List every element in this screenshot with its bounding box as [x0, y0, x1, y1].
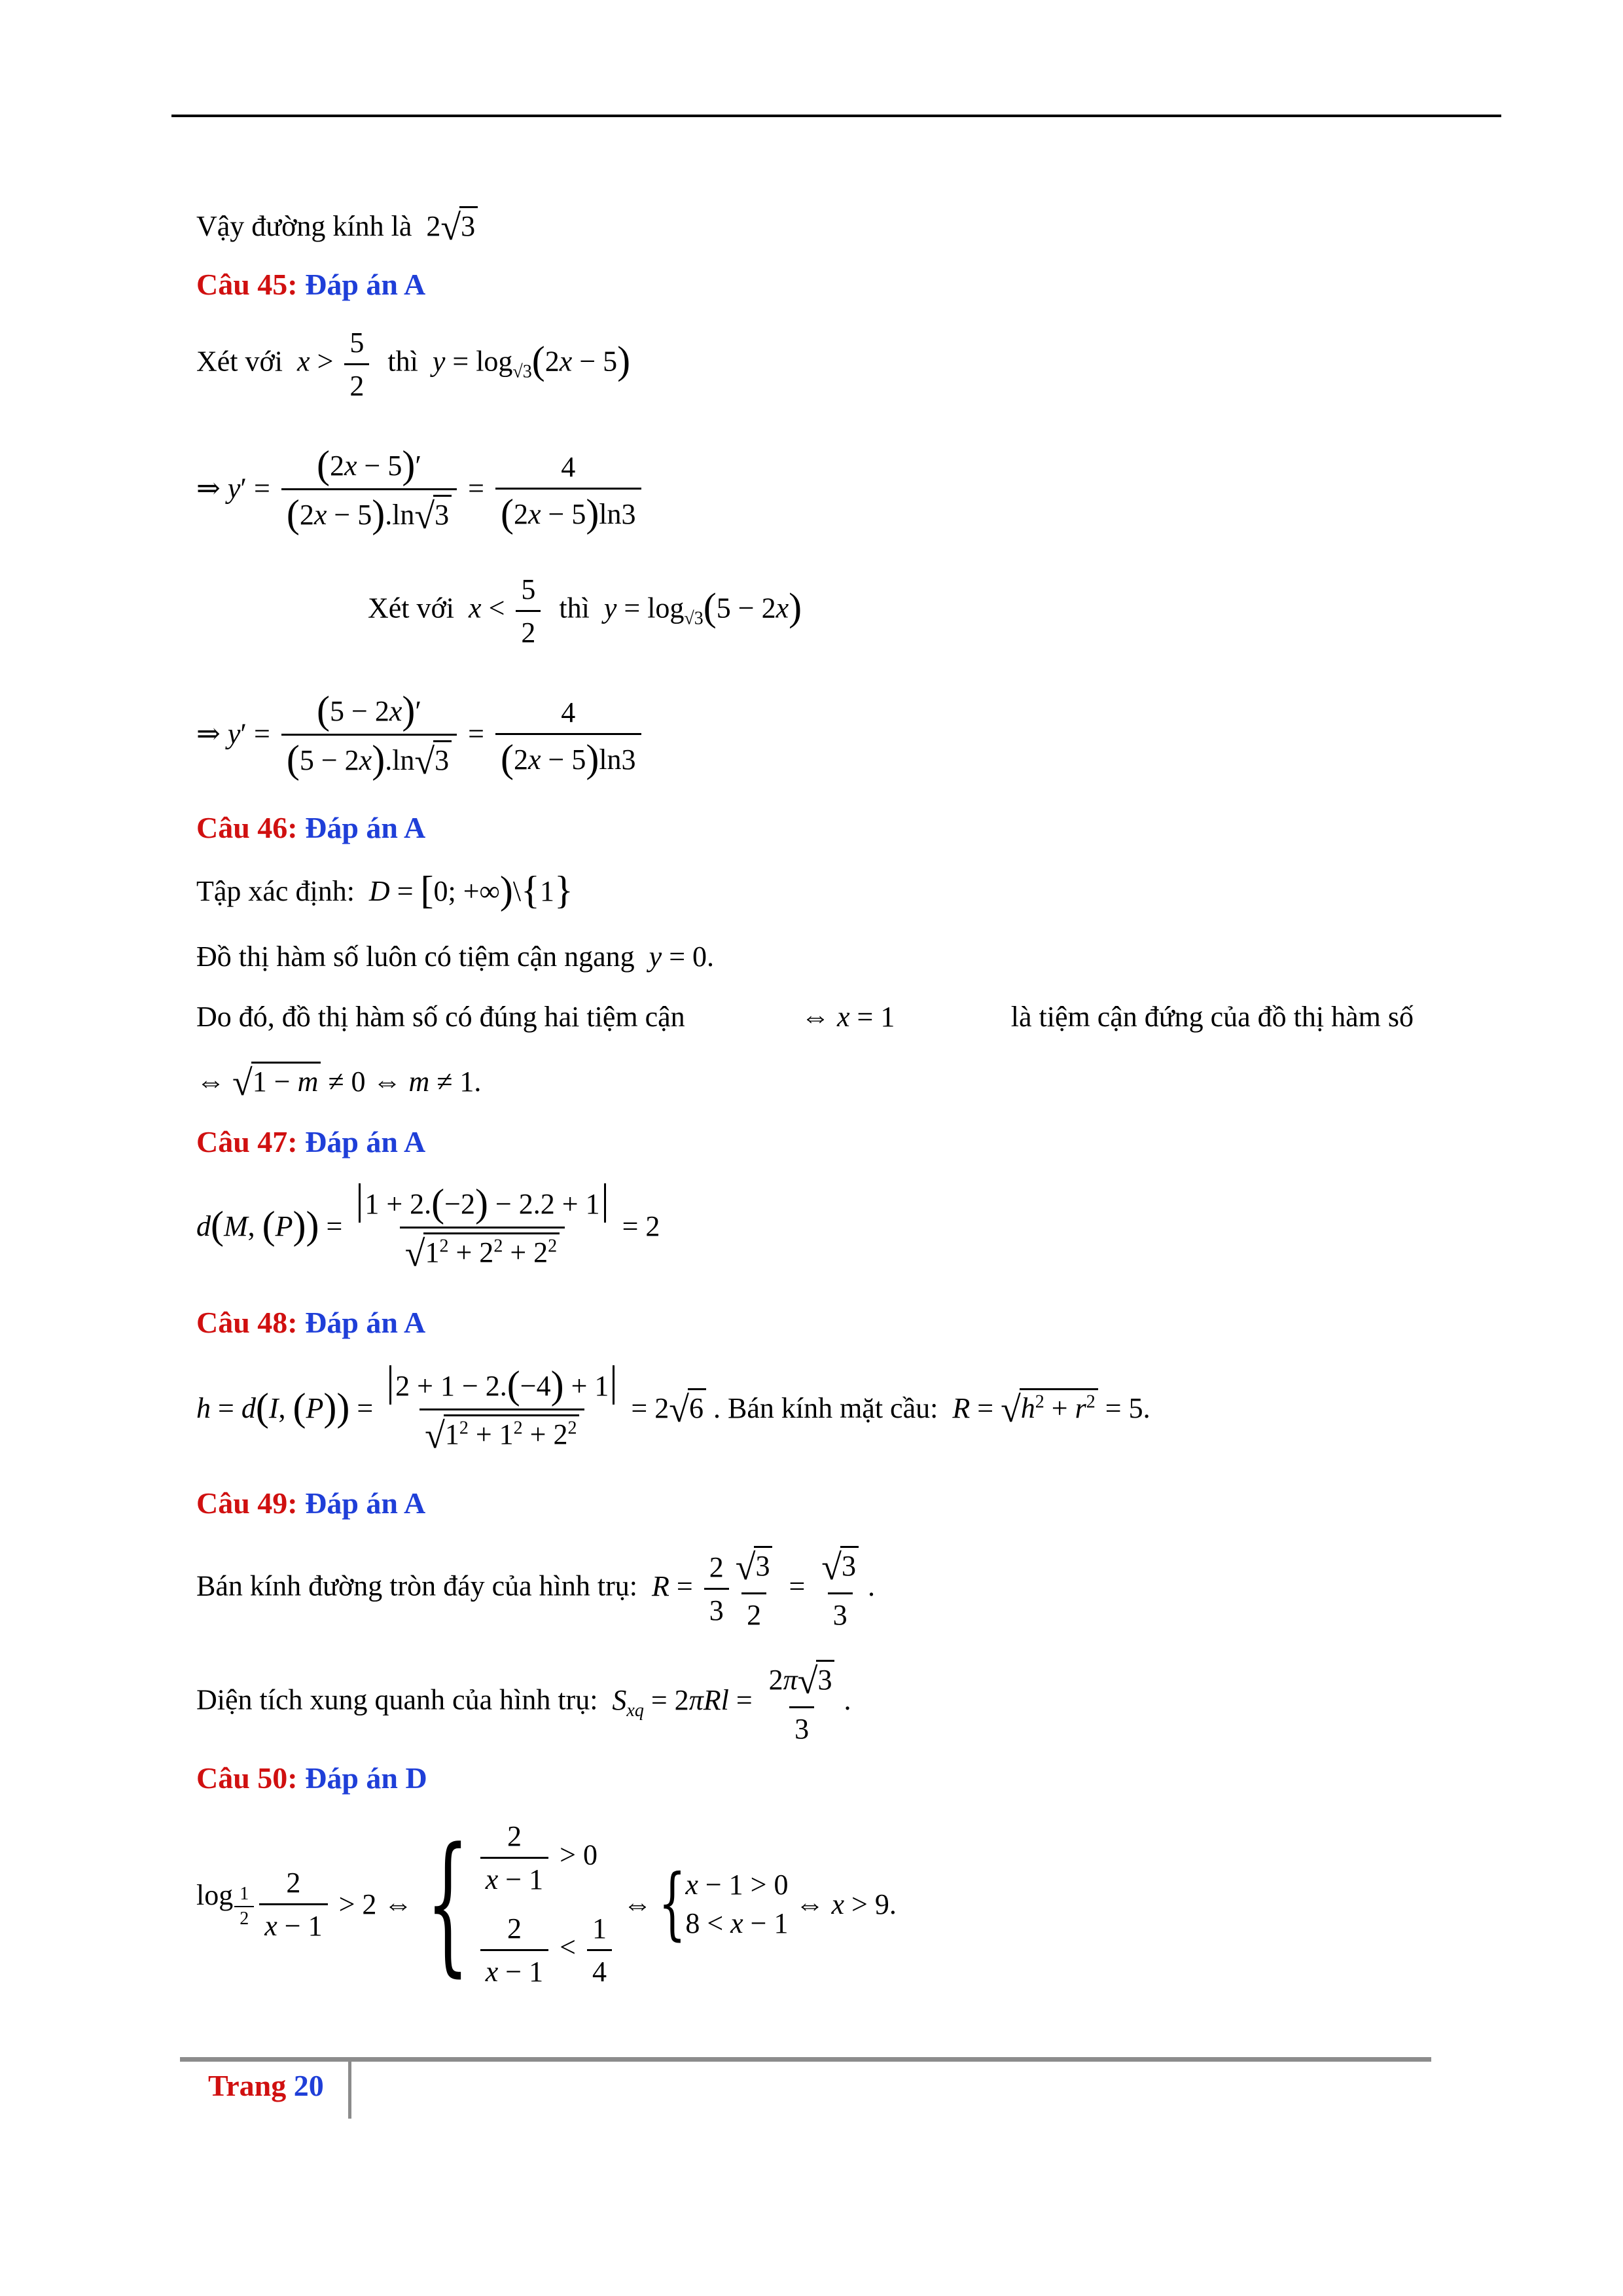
q46-conclusion-b: ⇔ x = 1 — [801, 1001, 895, 1033]
q50-answer: Đáp án D — [305, 1761, 427, 1795]
page-footer — [208, 2068, 324, 2103]
q45-derivative-1: ⇒ y′ = $\frac{(2x - 5)'}{(2x - 5).\ln√3}$ = $\frac{4}{(2x - 5)\ln 3}$ — [196, 445, 645, 537]
q49-radius-math: R = $\frac{2}{3}$ $\frac{√3}{2}$ = $\frac{√3}{3}$ . — [652, 1547, 876, 1631]
q46-conclusion-line — [196, 1000, 1414, 1033]
q49-area-math: $S_{xq} = 2\pi Rl$ = $\frac{2\pi√3}{3}$ . — [612, 1661, 851, 1745]
q49-heading — [196, 1486, 425, 1520]
q46-conclusion-c: là tiệm cận đứng của đồ thị hàm số — [1010, 1001, 1414, 1033]
q45-answer: Đáp án A — [305, 268, 426, 301]
page-number: 20 — [293, 2069, 324, 2102]
q46-domain-line — [196, 870, 573, 910]
q49-number: Câu 49: — [196, 1486, 298, 1520]
q48-answer: Đáp án A — [305, 1306, 426, 1339]
intro-text: Vậy đường kính là — [196, 210, 412, 242]
q47-distance-formula: d(M, (P)) = $\frac{1 + 2.(-2) - 2.2 + 1}{√1^2 + 2^2 + 2^2}$ = 2 — [196, 1181, 660, 1274]
q46-domain-text: Tập xác định: — [196, 875, 355, 907]
footer-rule — [180, 2057, 1431, 2062]
q45-case1: Xét với x > $\frac{5}{2}$ thì $y = \log_{√3}(2x - 5)$ — [196, 327, 631, 402]
q48-radius-formula: $R = √h^2 + r^2 = 5$. — [952, 1390, 1150, 1431]
q46-asymptote-text: Đồ thị hàm số luôn có tiệm cận ngang — [196, 941, 635, 973]
footer-label: Trang — [208, 2069, 287, 2102]
intro-line — [196, 206, 478, 249]
q46-domain-math: D = [0; +∞)\{1} — [368, 869, 573, 912]
q46-answer: Đáp án A — [305, 811, 426, 844]
q49-radius-text: Bán kính đường tròn đáy của hình trụ: — [196, 1570, 638, 1602]
q47-answer: Đáp án A — [305, 1125, 426, 1158]
q48-number: Câu 48: — [196, 1306, 298, 1339]
q46-conclusion-a: Do đó, đồ thị hàm số có đúng hai tiệm cận — [196, 1001, 685, 1033]
q45-number: Câu 45: — [196, 268, 298, 301]
q50-heading — [196, 1761, 427, 1795]
q47-number: Câu 47: — [196, 1125, 298, 1158]
footer-separator — [348, 2062, 351, 2119]
q45-derivative-2: ⇒ y′ = $\frac{(5 - 2x)'}{(5 - 2x).\ln√3}$ = $\frac{4}{(2x - 5)\ln 3}$ — [196, 691, 645, 783]
q49-area-line — [196, 1660, 851, 1746]
q48-heading — [196, 1305, 425, 1340]
diameter-value: 2√3 — [419, 210, 478, 242]
q47-heading — [196, 1124, 425, 1159]
q50-formula: log $_{\frac{1}{2}}$ $\frac{2}{x - 1}$ > 2 ⇔ { $\frac{2}{x - 1}$ > 0 $\frac{2}{x - 1}$ < $\frac{1}{4}$ ⇔ { x − 1 > 0 8 < x − 1 ⇔ x > 9. — [196, 1816, 897, 1991]
q46-number: Câu 46: — [196, 811, 298, 844]
q49-area-text: Diện tích xung quanh của hình trụ: — [196, 1683, 598, 1716]
q46-condition: ⇔ √1 − m ≠ 0 ⇔ m ≠ 1. — [196, 1063, 482, 1103]
q45-heading — [196, 267, 425, 302]
q49-radius-line — [196, 1546, 875, 1632]
q45-case2: Xét với x < $\frac{5}{2}$ thì $y = \log_{√3}(5 - 2x)$ — [368, 573, 802, 649]
q50-number: Câu 50: — [196, 1761, 298, 1795]
q48-radius-text: . Bán kính mặt cầu: — [713, 1392, 938, 1425]
q48-line — [196, 1365, 1150, 1457]
header-rule — [171, 115, 1501, 117]
q49-answer: Đáp án A — [305, 1486, 426, 1520]
q46-asymptote-line — [196, 940, 714, 973]
q46-asymptote-math: y = 0. — [649, 941, 715, 973]
q48-distance-formula: h = d(I, (P)) = $\frac{2 + 1 - 2.(-4) + 1}{√1^2 + 1^2 + 2^2}$ = 2√6 — [196, 1392, 713, 1424]
q46-heading — [196, 810, 425, 845]
